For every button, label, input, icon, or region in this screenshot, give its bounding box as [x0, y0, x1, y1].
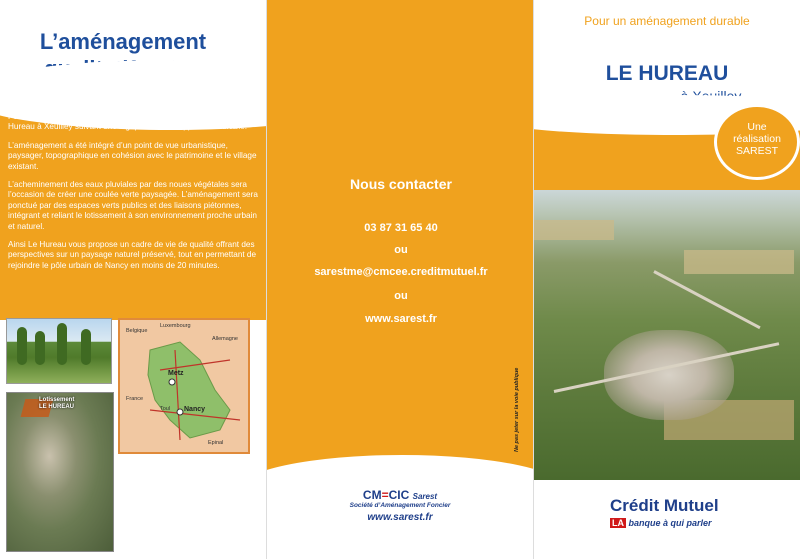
credit-mutuel-name: Crédit Mutuel	[610, 496, 719, 515]
lotissement-label-line2: LE HUREAU	[39, 404, 75, 410]
left-paragraph: Forte de son expérience,la SAREST a conçu le lotissement Le Hureau à Xeuilley suivant une logique de développement durable.	[8, 112, 247, 132]
credit-mutuel-logo	[610, 496, 780, 528]
credit-mutuel-tagline	[610, 518, 780, 528]
vertical-note: Ne pas jeter sur la voie publique	[514, 367, 520, 452]
tagline: Pour un aménagement durable	[584, 14, 750, 28]
contact-website[interactable]: www.sarest.fr	[365, 313, 437, 325]
logo-website[interactable]: www.sarest.fr	[367, 512, 433, 523]
logo-cm: CM	[362, 488, 382, 502]
map-region	[148, 342, 230, 438]
aerial-photo	[6, 392, 114, 552]
location-map	[118, 318, 250, 454]
left-paragraph: Ainsi Le Hureau vous propose un cadre de vie de qualité offrant des perspectives sur un paysage naturel préservé, tout en permettant de rejoindre le pôle urbain de Nancy en moins de 20 minutes.	[8, 240, 257, 270]
credit-mutuel-wordmark	[610, 496, 780, 516]
lotissement-label	[39, 397, 74, 411]
panel-middle	[266, 0, 534, 559]
nancy-marker	[177, 409, 183, 415]
tree-shape	[17, 327, 27, 365]
logo-subtitle: Société d’Aménagement Foncier	[349, 502, 451, 509]
logo-sarest: Sarest	[412, 492, 438, 501]
field-shape	[684, 250, 794, 274]
left-body-text	[8, 112, 260, 279]
credit-mutuel-la: LA	[612, 518, 624, 528]
map-label-epinal: Epinal	[208, 440, 224, 446]
map-city-metz: Metz	[168, 370, 184, 377]
cmcic-logo-text	[335, 488, 465, 502]
map-label-france: France	[126, 396, 144, 402]
panel-right	[534, 0, 800, 559]
realisation-badge	[714, 104, 800, 180]
logo-cic: CIC	[388, 488, 410, 502]
cmcic-sarest-logo	[335, 488, 465, 523]
left-paragraph: L’aménagement a été intégré d’un point de vue urbanistique, paysager, topographique en cohésion avec le patrimoine et le village existant.	[8, 140, 257, 171]
contact-email[interactable]: sarestme@cmcee.creditmutuel.fr	[314, 266, 488, 278]
logo-separator: =	[381, 488, 389, 502]
badge-line2: réalisation	[733, 133, 781, 145]
park-photo	[6, 318, 112, 384]
lotissement-label-line1: Lotissement	[39, 397, 75, 403]
tree-shape	[35, 331, 45, 365]
contact-or: ou	[394, 290, 408, 302]
road-shape	[653, 270, 760, 329]
left-title-line1: L’aménagement	[39, 29, 207, 54]
tree-shape	[57, 323, 67, 365]
panel-left	[0, 0, 266, 559]
credit-mutuel-tagline-text: banque à qui parler	[628, 518, 712, 528]
map-label-allemagne: Allemagne	[212, 336, 238, 342]
main-title: LE HUREAU	[605, 62, 729, 85]
contact-phone[interactable]: 03 87 31 65 40	[364, 222, 438, 234]
metz-marker	[169, 379, 175, 385]
middle-orange-band	[267, 0, 534, 480]
left-paragraph: L’acheminement des eaux pluviales par des noues végétales sera l’occasion de créer une coulée verte paysagée. L’aménagement sera ponctué par des espaces verts publics et des liaisons piétonnes, intégrant et reliant le lotissement à son environnement proche urbain et naturel.	[8, 180, 258, 231]
badge-line3: SAREST	[735, 145, 778, 157]
badge-line1: Une	[747, 121, 767, 133]
contact-title: Nous contacter	[350, 176, 452, 192]
map-label-luxembourg: Luxembourg	[160, 323, 191, 329]
map-city-nancy: Nancy	[184, 406, 206, 413]
contact-or: ou	[394, 244, 408, 256]
aerial-village-photo	[534, 190, 800, 480]
field-shape	[534, 220, 614, 240]
map-label-toul: Toul	[160, 406, 171, 412]
tree-shape	[81, 329, 91, 365]
map-label-belgique: Belgique	[126, 328, 148, 334]
